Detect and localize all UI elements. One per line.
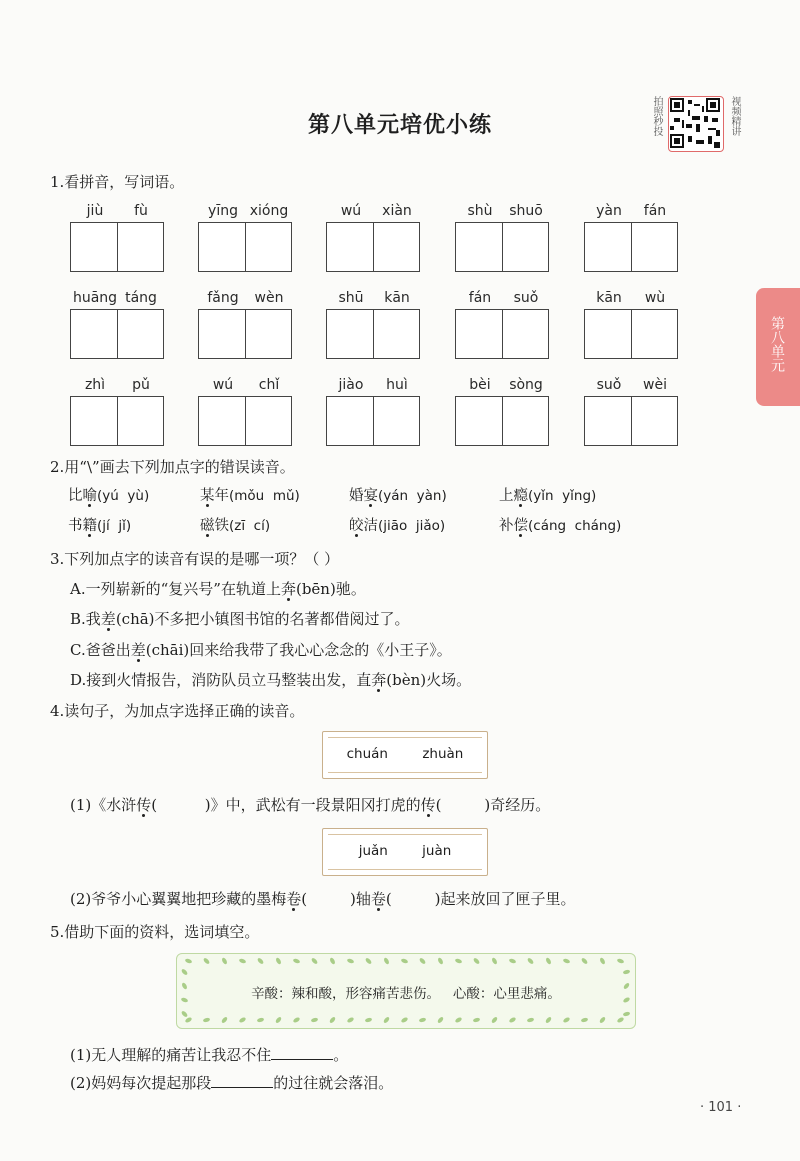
leaf-decoration <box>401 958 409 964</box>
writing-grid-box[interactable] <box>584 396 678 446</box>
leaf-decoration <box>329 957 336 965</box>
qr-right-label: 视频精讲 <box>729 96 740 136</box>
leaf-decoration <box>275 1016 283 1024</box>
pinyin-syllable: yīng <box>208 203 238 219</box>
writing-grid-box[interactable] <box>455 396 549 446</box>
writing-grid-box[interactable] <box>326 222 420 272</box>
leaf-decoration <box>581 957 589 965</box>
leaf-decoration <box>329 1016 337 1024</box>
q1-prompt: 1.看拼音，写词语。 <box>50 173 185 191</box>
leaf-decoration <box>545 1016 553 1024</box>
reading-choice-item: 磁铁(zī cí) <box>200 518 271 534</box>
pinyin-options[interactable]: (cáng cháng) <box>528 518 622 534</box>
pinyin-options[interactable]: (yǐn yǐng) <box>528 488 597 504</box>
writing-grid-box[interactable] <box>70 222 164 272</box>
writing-grid-box[interactable] <box>198 309 292 359</box>
leaf-decoration <box>437 957 444 965</box>
leaf-decoration <box>185 958 193 964</box>
pinyin-syllable: jiào <box>338 377 364 393</box>
reading-choice-item: 上瘾(yǐn yǐng) <box>499 488 597 504</box>
q3-option[interactable]: A.一列崭新的“复兴号”在轨道上奔(bēn)驰。 <box>70 580 366 598</box>
q4-prompt: 4.读句子，为加点字选择正确的读音。 <box>50 702 305 720</box>
pinyin-syllable: shuō <box>509 203 543 219</box>
leaf-decoration <box>473 957 481 965</box>
leaf-decoration <box>293 958 301 964</box>
writing-grid-box[interactable] <box>326 309 420 359</box>
q4-sentence-1: (1)《水浒传( )》中，武松有一段景阳冈打虎的传( )奇经历。 <box>70 796 551 814</box>
writing-grid-box[interactable] <box>70 309 164 359</box>
leaf-decoration <box>311 957 319 965</box>
leaf-decoration <box>599 1016 607 1024</box>
pinyin-syllable: huāng <box>72 290 118 306</box>
pinyin-choice-box-1 <box>322 731 488 779</box>
q5-prompt: 5.借助下面的资料，选词填空。 <box>50 923 260 941</box>
pinyin-options[interactable]: (zī cí) <box>229 518 271 534</box>
leaf-decoration <box>454 1017 462 1024</box>
leaf-decoration <box>181 968 189 976</box>
reading-choice-item: 补偿(cáng cháng) <box>499 518 622 534</box>
leaf-decoration <box>275 957 282 965</box>
writing-grid-box[interactable] <box>584 309 678 359</box>
reading-choice-item: 书籍(jí jǐ) <box>68 518 132 534</box>
q2-prompt: 2.用“\”画去下列加点字的错误读音。 <box>50 458 295 476</box>
pinyin-syllable: táng <box>125 290 157 306</box>
leaf-decoration <box>383 957 390 965</box>
leaf-decoration <box>527 957 535 965</box>
leaf-decoration <box>455 958 463 964</box>
page-title: 第八单元培优小练 <box>307 113 492 138</box>
writing-grid-box[interactable] <box>198 222 292 272</box>
leaf-decoration <box>581 1017 589 1023</box>
pinyin-syllable: kān <box>596 290 622 306</box>
pinyin-syllable: kān <box>384 290 410 306</box>
pinyin-syllable: fǎng <box>207 290 239 306</box>
leaf-decoration <box>383 1016 391 1024</box>
pinyin-syllable: wù <box>644 290 666 306</box>
leaf-decoration <box>527 1017 535 1023</box>
reading-choice-item: 比喻(yú yù) <box>68 488 150 504</box>
leaf-decoration <box>257 957 265 965</box>
pinyin-syllable: xiàn <box>382 203 412 219</box>
pinyin-syllable: fù <box>134 203 148 219</box>
pinyin-syllable: jiù <box>86 203 104 219</box>
pinyin-syllable: zhì <box>84 377 106 393</box>
pinyin-syllable: wèi <box>643 377 667 393</box>
q4-sentence-2: (2)爷爷小心翼翼地把珍藏的墨梅卷( )轴卷( )起来放回了匣子里。 <box>70 890 576 908</box>
leaf-decoration <box>509 958 517 964</box>
pinyin-options[interactable]: (mǒu mǔ) <box>229 488 300 504</box>
reading-choice-item: 皎洁(jiāo jiǎo) <box>349 518 446 534</box>
reading-choice-item: 某年(mǒu mǔ) <box>200 488 300 504</box>
leaf-decoration <box>400 1017 408 1024</box>
writing-grid-box[interactable] <box>198 396 292 446</box>
leaf-decoration <box>491 957 498 965</box>
leaf-decoration <box>184 1017 192 1024</box>
pinyin-options[interactable]: (yán yàn) <box>378 488 447 504</box>
writing-grid-box[interactable] <box>70 396 164 446</box>
leaf-decoration <box>623 1011 631 1017</box>
leaf-decoration <box>347 958 355 964</box>
q3-option[interactable]: B.我差(chā)不多把小镇图书馆的名著都借阅过了。 <box>70 610 410 628</box>
leaf-decoration <box>365 957 373 965</box>
pinyin-syllable: fán <box>643 203 667 219</box>
writing-grid-box[interactable] <box>584 222 678 272</box>
leaf-decoration <box>346 1017 354 1024</box>
leaf-decoration <box>221 957 228 965</box>
leaf-decoration <box>238 1017 246 1024</box>
q3-option[interactable]: D.接到火情报告，消防队员立马整装出发，直奔(bèn)火场。 <box>70 671 472 689</box>
reading-choice-item: 婚宴(yán yàn) <box>349 488 447 504</box>
leaf-decoration <box>616 1017 624 1024</box>
pinyin-syllable: huì <box>386 377 408 393</box>
answer-blank-2[interactable] <box>211 1073 273 1088</box>
pinyin-syllable: shū <box>338 290 364 306</box>
leaf-decoration <box>545 957 552 965</box>
answer-blank-1[interactable] <box>271 1045 333 1060</box>
writing-grid-box[interactable] <box>455 222 549 272</box>
leaf-decoration <box>599 957 606 965</box>
leaf-decoration <box>419 1017 427 1023</box>
leaf-decoration <box>203 957 211 965</box>
leaf-decoration <box>311 1017 319 1023</box>
writing-grid-box[interactable] <box>326 396 420 446</box>
pinyin-syllable: xióng <box>249 203 289 219</box>
pinyin-options[interactable]: (jí jǐ) <box>97 518 132 534</box>
leaf-decoration <box>257 1017 265 1023</box>
reference-box <box>176 953 636 1029</box>
page-number: · 101 · <box>700 1100 742 1115</box>
pinyin-syllable: wú <box>212 377 234 393</box>
leaf-decoration <box>623 969 631 975</box>
leaf-decoration <box>203 1017 211 1023</box>
pinyin-syllable: suǒ <box>596 377 622 393</box>
pinyin-choice-2: juǎn juàn <box>358 843 452 859</box>
leaf-decoration <box>617 958 625 964</box>
leaf-decoration <box>292 1017 300 1024</box>
unit-side-tab <box>756 288 800 406</box>
pinyin-syllable: suǒ <box>513 290 539 306</box>
q3-option[interactable]: C.爸爸出差(chāi)回来给我带了我心心念念的《小王子》。 <box>70 641 452 659</box>
leaf-decoration <box>491 1016 499 1024</box>
leaf-decoration <box>365 1017 373 1023</box>
q3-prompt: 3.下列加点字的读音有误的是哪一项？（ ） <box>50 550 340 568</box>
pinyin-syllable: sòng <box>509 377 543 393</box>
leaf-decoration <box>239 958 247 964</box>
qr-code-icon[interactable] <box>668 96 724 152</box>
leaf-decoration <box>563 958 571 964</box>
pinyin-syllable: wú <box>340 203 362 219</box>
pinyin-syllable: shù <box>467 203 493 219</box>
qr-section <box>648 96 758 156</box>
leaf-decoration <box>562 1017 570 1024</box>
unit-side-tab-label: 第八单元 <box>769 316 785 372</box>
pinyin-syllable: pǔ <box>132 377 150 393</box>
leaf-decoration <box>221 1016 229 1024</box>
writing-grid-box[interactable] <box>455 309 549 359</box>
q5-sentence-1: (1)无人理解的痛苦让我忍不住 。 <box>70 1046 349 1064</box>
pinyin-syllable: fán <box>468 290 492 306</box>
pinyin-syllable: bèi <box>469 377 491 393</box>
leaf-decoration <box>419 957 427 965</box>
leaf-decoration <box>181 1010 189 1018</box>
pinyin-choice-box-2 <box>322 828 488 876</box>
leaf-decoration <box>508 1017 516 1024</box>
pinyin-syllable: yàn <box>596 203 622 219</box>
leaf-decoration <box>437 1016 445 1024</box>
pinyin-options[interactable]: (yú yù) <box>97 488 150 504</box>
q5-sentence-2: (2)妈妈每次提起那段 的过往就会落泪。 <box>70 1074 394 1092</box>
reference-text: 辛酸：辣和酸，形容痛苦悲伤。 心酸：心里悲痛。 <box>251 986 561 1002</box>
pinyin-syllable: wèn <box>254 290 284 306</box>
pinyin-syllable: chǐ <box>258 377 280 393</box>
qr-left-label: 拍照秒投 <box>651 96 662 136</box>
leaf-decoration <box>473 1017 481 1023</box>
pinyin-choice-1: chuán zhuàn <box>346 746 464 762</box>
pinyin-options[interactable]: (jiāo jiǎo) <box>378 518 446 534</box>
